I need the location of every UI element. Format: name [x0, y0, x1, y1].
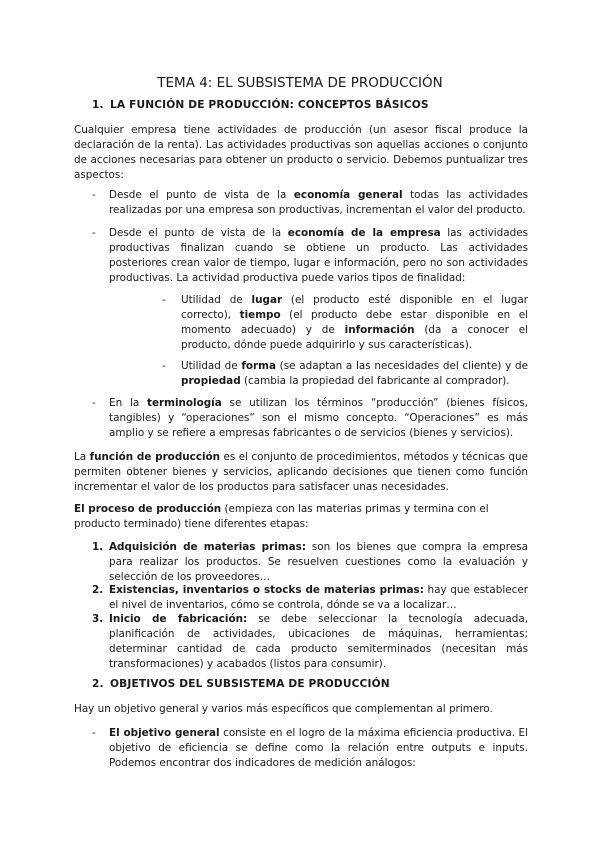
text-run: todas las actividades realizadas por una empresa son productivas, incrementan el valor del producto. — [109, 189, 528, 216]
bold-term: Inicio de fabricación: — [109, 613, 248, 625]
paragraph-objetivos: Hay un objetivo general y varios más específicos que complementan al primero. — [74, 703, 493, 715]
sub-bullet-dash: - — [162, 360, 166, 372]
text-run: son los bienes que compra la empresa para realizar los productos. Se resuelven cuestiones como la evaluación y selección de los proveedores… — [109, 541, 528, 583]
paragraph-proceso-produccion — [74, 502, 528, 532]
step-existencias — [109, 583, 528, 613]
bullet-dash: - — [92, 227, 96, 239]
text-run: las actividades productivas finalizan cuando se obtiene un producto. Las actividades posteriores crean valor de tiempo, lugar e información, pero no son actividades productivas. La actividad productiva puede varios tipos de finalidad: — [109, 227, 529, 284]
intro-paragraph: Cualquier empresa tiene actividades de producción (un asesor fiscal produce la declaración de la renta). Las actividades productivas son aquellas acciones o conjunto de acciones necesarias para obtener un producto o servicio. Debemos puntualizar tres aspectos: — [74, 124, 528, 181]
section-1-heading — [92, 98, 429, 113]
bullet-objetivo-general — [109, 726, 528, 771]
text-run: Utilidad de — [181, 360, 242, 372]
bullet-economia-general — [109, 188, 528, 218]
document-title: TEMA 4: EL SUBSISTEMA DE PRODUCCIÓN — [157, 75, 443, 91]
bold-term: tiempo — [239, 309, 281, 321]
bold-term: forma — [241, 360, 276, 372]
bold-term: economía de la empresa — [287, 227, 441, 239]
bullet-dash: - — [92, 397, 96, 409]
bold-term: propiedad — [181, 375, 241, 387]
text-run: se utilizan los términos “producción” (bienes físicos, tangibles) y “operaciones” son el mismo concepto. “Operaciones” es más amplio y se refiere a empresas fabricantes o de servicios (bienes y servicios). — [109, 397, 528, 439]
text-run: (da a conocer el producto, dónde puede adquirirlo y sus características). — [181, 324, 528, 351]
text-run: hay que establecer el nivel de inventarios, cómo se controla, dónde se va a localizar… — [109, 584, 528, 611]
text-run: se debe seleccionar la tecnología adecuada, planificación de actividades, ubicaciones de máquinas, herramientas; determinar cantidad de cada producto semiterminados (necesitan más transformaciones) y acabados (listos para consumir). — [109, 613, 528, 670]
text-run: (empieza con las materias primas y termina con el producto terminado) tiene diferentes etapas: — [74, 503, 489, 530]
step-number: 2. — [92, 584, 104, 596]
step-number: 1. — [92, 541, 104, 553]
text-run: (se adaptan a las necesidades del cliente) y de — [275, 360, 528, 372]
text-run: consiste en el logro de la máxima eficiencia productiva. El objetivo de eficiencia se define como la relación entre outputs e inputs. Podemos encontrar dos indicadores de medición análogos: — [109, 727, 528, 769]
bold-term: función de producción — [89, 451, 221, 463]
bold-term: información — [344, 324, 415, 336]
bold-term: Adquisición de materias primas: — [109, 541, 306, 553]
text-run: La — [74, 451, 90, 463]
text-run: Desde el punto de vista de la — [109, 189, 294, 201]
section-1-number: 1. — [92, 99, 104, 111]
bullet-terminologia — [109, 396, 528, 441]
section-2-number: 2. — [92, 678, 104, 690]
text-run: (cambia la propiedad del fabricante al comprador). — [240, 375, 510, 387]
paragraph-funcion-produccion — [74, 450, 528, 495]
sub-bullet-dash: - — [162, 294, 166, 306]
section-2-title: OBJETIVOS DEL SUBSISTEMA DE PRODUCCIÓN — [110, 678, 390, 690]
step-fabricacion — [109, 612, 528, 672]
bold-term: economía general — [293, 189, 403, 201]
bullet-dash: - — [92, 189, 96, 201]
text-run: (el producto esté disponible en el lugar correcto), — [181, 294, 528, 321]
text-run: Desde el punto de vista de la — [109, 227, 288, 239]
bold-term: Existencias, inventarios o stocks de materias primas: — [109, 584, 424, 596]
text-run: Utilidad de — [181, 294, 252, 306]
step-number: 3. — [92, 613, 104, 625]
bold-term: terminología — [146, 397, 222, 409]
bold-term: El objetivo general — [109, 727, 220, 739]
text-run: En la — [109, 397, 147, 409]
section-1-title: LA FUNCIÓN DE PRODUCCIÓN: CONCEPTOS BÁSICOS — [110, 99, 429, 111]
bold-term: lugar — [251, 294, 283, 306]
step-adquisicion — [109, 540, 528, 585]
text-run: (el producto debe estar disponible en el momento adecuado) y de — [181, 309, 528, 336]
bold-term: El proceso de producción — [74, 503, 222, 515]
sub-bullet-utilidad-lugar — [181, 293, 528, 353]
bullet-dash: - — [92, 727, 96, 739]
section-2-heading — [92, 677, 390, 692]
sub-bullet-utilidad-forma — [181, 359, 528, 389]
text-run: es el conjunto de procedimientos, métodos y técnicas que permiten obtener bienes y servicios, aplicando decisiones que tienen como función incrementar el valor de los productos para satisfacer unas necesidades. — [74, 451, 528, 493]
bullet-economia-empresa — [109, 226, 528, 286]
